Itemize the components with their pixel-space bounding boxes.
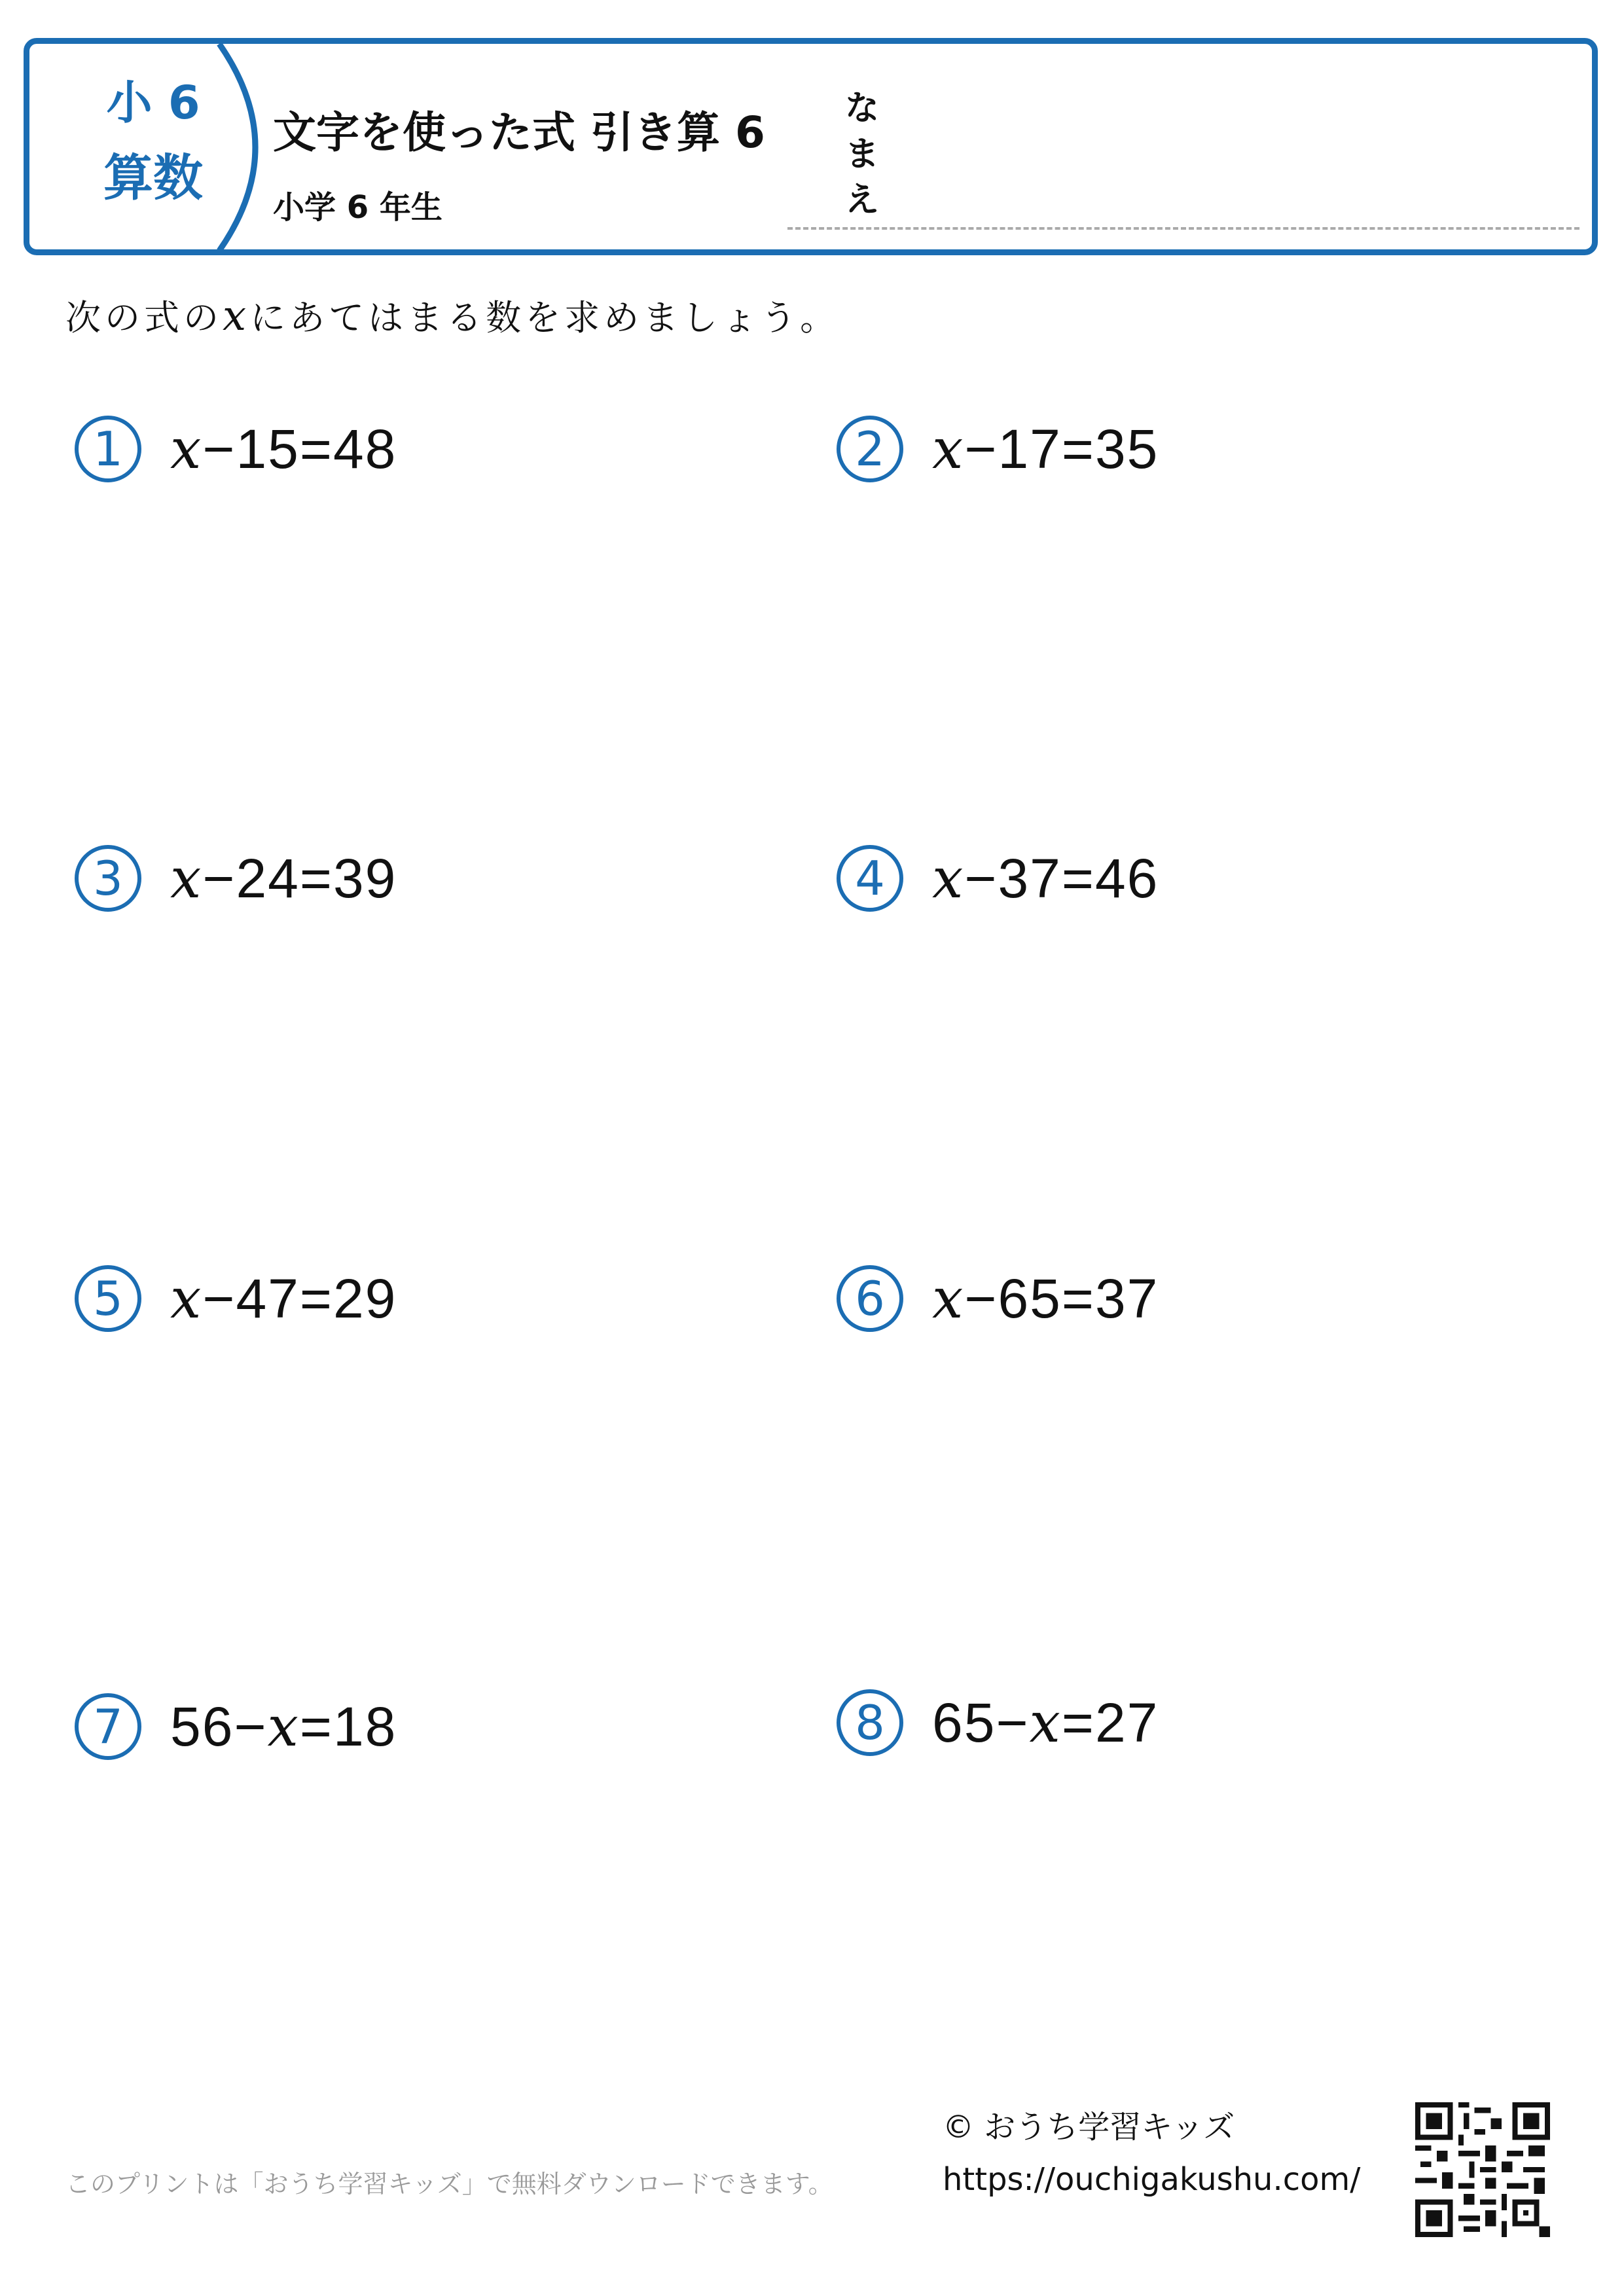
problem-expression — [932, 1266, 1159, 1331]
expr-term: x — [932, 417, 965, 481]
problem-expression — [170, 417, 397, 481]
problem-expression — [170, 1695, 397, 1759]
expr-term: 65 — [998, 1268, 1062, 1329]
expr-operator: − — [964, 418, 998, 480]
name-label-char: な — [844, 89, 879, 128]
expr-equals: = — [1061, 1268, 1095, 1329]
expr-result: 46 — [1094, 848, 1159, 909]
instruction — [65, 293, 839, 341]
expr-result: 39 — [333, 848, 397, 909]
expr-equals: = — [1061, 848, 1095, 909]
expr-equals: = — [1061, 418, 1095, 480]
problem-3 — [75, 839, 397, 918]
expr-equals: = — [299, 1268, 333, 1329]
expr-term: x — [267, 1695, 300, 1759]
expr-operator: − — [202, 848, 236, 909]
download-note: このプリントは「おうち学習キッズ」で無料ダウンロードできます。 — [65, 2170, 833, 2198]
problem-number: 7 — [75, 1693, 141, 1760]
grade-label: 小学 6 年生 — [273, 189, 442, 226]
expr-result: 48 — [333, 418, 397, 480]
problem-4 — [837, 839, 1159, 918]
instruction-text: にあてはまる数を求めましょう。 — [250, 297, 840, 338]
expr-term: 65 — [932, 1692, 996, 1753]
expr-equals: = — [1061, 1692, 1095, 1753]
expr-term: x — [170, 1266, 203, 1331]
name-label — [836, 86, 888, 223]
problem-2 — [837, 410, 1159, 488]
expr-term: 24 — [236, 848, 300, 909]
problem-number: 8 — [837, 1689, 903, 1756]
instruction-text: 次の式の — [65, 297, 223, 338]
problem-number: 2 — [837, 416, 903, 482]
expr-term: x — [1029, 1691, 1062, 1755]
name-label-char: ま — [844, 135, 879, 174]
problem-number: 4 — [837, 845, 903, 912]
site-url-link[interactable]: https://ouchigakushu.com/ — [943, 2161, 1361, 2198]
name-write-line[interactable] — [787, 227, 1579, 230]
expr-operator: − — [996, 1692, 1030, 1753]
problem-number: 5 — [75, 1265, 141, 1332]
problem-1 — [75, 410, 397, 488]
expr-term: 17 — [998, 418, 1062, 480]
badge-divider-curve — [29, 44, 304, 251]
problem-expression — [932, 846, 1159, 910]
problem-expression — [932, 417, 1159, 481]
problem-number: 6 — [837, 1265, 903, 1332]
problem-5 — [75, 1259, 397, 1338]
expr-operator: − — [964, 848, 998, 909]
name-label-char: え — [844, 181, 879, 220]
problem-expression — [170, 1266, 397, 1331]
worksheet-title: 文字を使った式 引き算 6 — [273, 107, 765, 158]
problem-6 — [837, 1259, 1159, 1338]
problem-expression — [932, 1691, 1159, 1755]
problem-number: 1 — [75, 416, 141, 482]
subject-badge: 算数 — [103, 149, 203, 207]
expr-result: 29 — [333, 1268, 397, 1329]
copyright: © おうち学習キッズ — [943, 2109, 1235, 2145]
expr-term: x — [932, 1266, 965, 1331]
expr-operator: − — [964, 1268, 998, 1329]
expr-equals: = — [299, 848, 333, 909]
expr-operator: − — [202, 1268, 236, 1329]
expr-term: 15 — [236, 418, 300, 480]
expr-equals: = — [299, 1696, 333, 1757]
worksheet-header — [24, 38, 1598, 255]
expr-operator: − — [234, 1696, 268, 1757]
expr-result: 18 — [333, 1696, 397, 1757]
expr-term: 47 — [236, 1268, 300, 1329]
expr-term: 37 — [998, 848, 1062, 909]
expr-result: 37 — [1094, 1268, 1159, 1329]
problem-expression — [170, 846, 397, 910]
instruction-variable: x — [223, 292, 251, 340]
expr-term: 56 — [170, 1696, 234, 1757]
grade-badge: 小 6 — [106, 76, 200, 130]
expr-result: 27 — [1094, 1692, 1159, 1753]
expr-term: x — [170, 417, 203, 481]
expr-operator: − — [202, 418, 236, 480]
problem-8 — [837, 1683, 1159, 1762]
expr-term: x — [170, 846, 203, 910]
expr-equals: = — [299, 418, 333, 480]
qr-code-icon — [1415, 2102, 1550, 2237]
problem-number: 3 — [75, 845, 141, 912]
expr-term: x — [932, 846, 965, 910]
problem-7 — [75, 1687, 397, 1766]
expr-result: 35 — [1094, 418, 1159, 480]
